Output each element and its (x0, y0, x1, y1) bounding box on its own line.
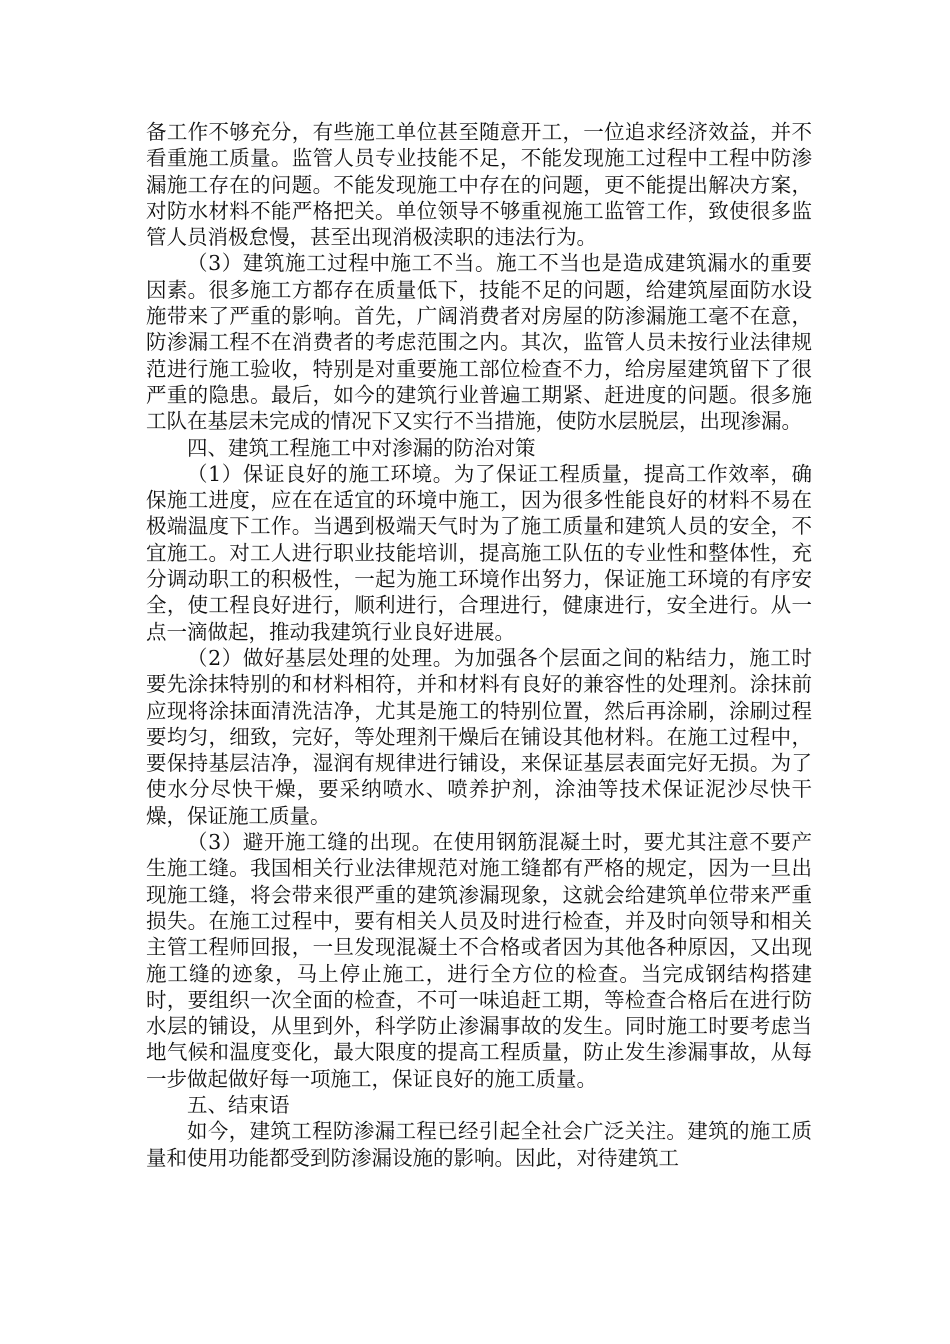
document-body (146, 119, 812, 1171)
paragraph-base-layer-treatment: （2）做好基层处理的处理。为加强各个层面之间的粘结力，施工时要先涂抹特别的和材料相符，并和材料有良好的兼容性的处理剂。涂抹前应现将涂抹面清洗洁净，尤其是施工的特别位置，然后再涂刷，涂刷过程要均匀，细致，完好，等处理剂干燥后在铺设其他材料。在施工过程中，要保持基层洁净，湿润有规律进行铺设，来保证基层表面完好无损。为了使水分尽快干燥，要采纳喷水、喷养护剂，涂油等技术保证泥沙尽快干燥，保证施工质量。 (146, 645, 812, 828)
paragraph-supervision-issues: 备工作不够充分，有些施工单位甚至随意开工，一位追求经济效益，并不看重施工质量。监管人员专业技能不足，不能发现施工过程中工程中防渗漏施工存在的问题。不能发现施工中存在的问题，更不能提出解决方案，对防水材料不能严格把关。单位领导不够重视施工监管工作，致使很多监管人员消极怠慢，甚至出现消极渎职的违法行为。 (146, 120, 812, 250)
section-heading-conclusion: 五、结束语 (187, 1092, 290, 1117)
paragraph-avoid-construction-joints: （3）避开施工缝的出现。在使用钢筋混凝土时，要尤其注意不要产生施工缝。我国相关行业法律规范对施工缝都有严格的规定，因为一旦出现施工缝，将会带来很严重的建筑渗漏现象，这就会给建筑单位带来严重损失。在施工过程中，要有相关人员及时进行检查，并及时向领导和相关主管工程师回报，一旦发现混凝土不合格或者因为其他各种原因，又出现施工缝的迹象，马上停止施工，进行全方位的检查。当完成钢结构搭建时，要组织一次全面的检查，不可一味追赶工期，等检查合格后在进行防水层的铺设，从里到外，科学防止渗漏事故的发生。同时施工时要考虑当地气候和温度变化，最大限度的提高工程质量，防止发生渗漏事故，从每一步做起做好每一项施工，保证良好的施工质量。 (146, 830, 812, 1091)
paragraph-construction-environment: （1）保证良好的施工环境。为了保证工程质量，提高工作效率，确保施工进度，应在在适宜的环境中施工，因为很多性能良好的材料不易在极端温度下工作。当遇到极端天气时为了施工质量和建筑人员的安全，不宜施工。对工人进行职业技能培训，提高施工队伍的专业性和整体性，充分调动职工的积极性，一起为施工环境作出努力，保证施工环境的有序安全，使工程良好进行，顺利进行，合理进行，健康进行，安全进行。从一点一滴做起，推动我建筑行业良好进展。 (146, 461, 812, 644)
paragraph-improper-construction: （3）建筑施工过程中施工不当。施工不当也是造成建筑漏水的重要因素。很多施工方都存在质量低下，技能不足的问题，给建筑屋面防水设施带来了严重的影响。首先，广阔消费者对房屋的防渗漏施工毫不在意，防渗漏工程不在消费者的考虑范围之内。其次，监管人员未按行业法律规范进行施工验收，特别是对重要施工部位检查不力，给房屋建筑留下了很严重的隐患。最后，如今的建筑行业普遍工期紧、赶进度的问题。很多施工队在基层未完成的情况下又实行不当措施，使防水层脱层，出现渗漏。 (146, 251, 812, 434)
paragraph-conclusion: 如今，建筑工程防渗漏工程已经引起全社会广泛关注。建筑的施工质量和使用功能都受到防渗漏设施的影响。因此，对待建筑工 (146, 1119, 812, 1170)
section-heading-countermeasures: 四、建筑工程施工中对渗漏的防治对策 (187, 435, 536, 460)
